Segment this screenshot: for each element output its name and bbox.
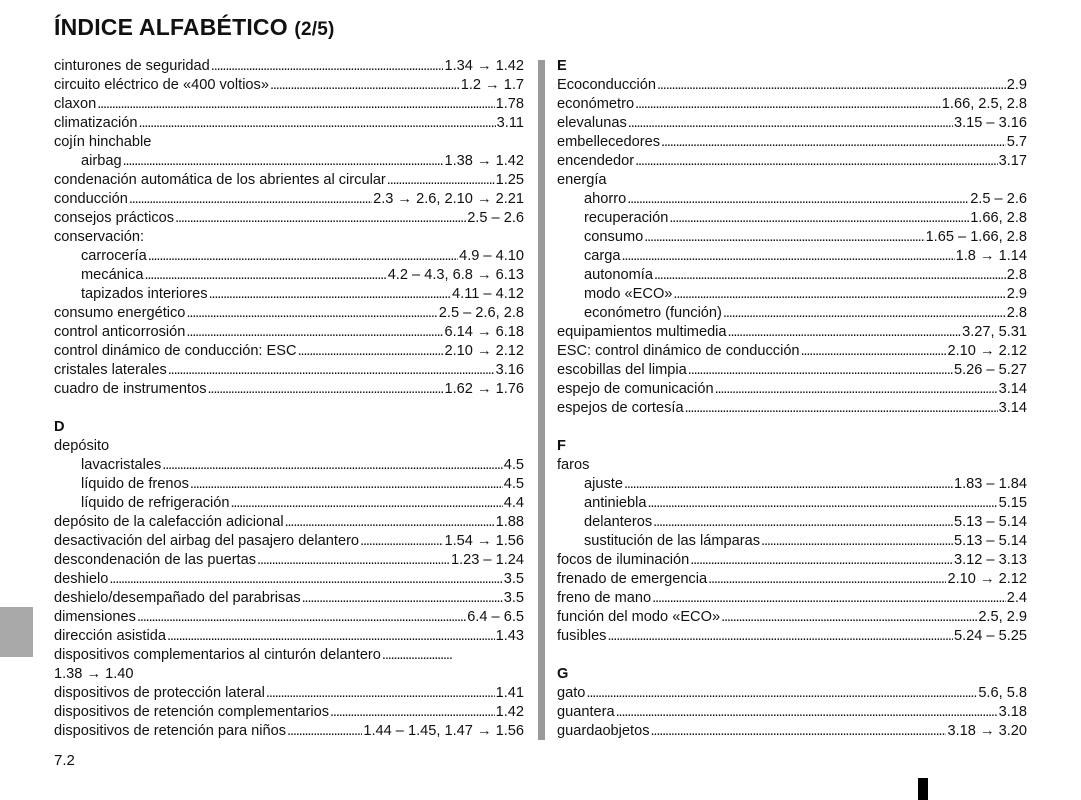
entry-term: antiniebla — [584, 495, 647, 511]
entry-pages: 4.5 — [503, 476, 524, 492]
entry-pages: 2.5 – 2.6, 2.8 — [438, 305, 524, 321]
entry-pages: 1.66, 2.8 — [970, 210, 1027, 226]
dot-leader — [721, 608, 977, 627]
dot-leader — [635, 95, 941, 114]
entry-pages: 2.10 → 2.12 — [444, 343, 524, 359]
entry-pages: 3.12 – 3.13 — [953, 552, 1027, 568]
dot-leader — [298, 342, 444, 361]
dot-leader — [654, 266, 1006, 285]
index-subentry — [557, 494, 1027, 513]
dot-leader — [761, 532, 953, 551]
corner-marker — [918, 778, 928, 800]
dot-leader — [607, 627, 952, 646]
entry-pages: 4.2 – 4.3, 6.8 → 6.13 — [387, 267, 524, 283]
index-subentry — [557, 247, 1027, 266]
index-entry — [54, 361, 524, 380]
entry-term: dispositivos complementarios al cinturón delantero — [54, 647, 381, 663]
entry-pages: 2.5 – 2.6 — [970, 191, 1027, 207]
entry-pages: 2.5 – 2.6 — [467, 210, 524, 226]
dot-leader — [209, 285, 451, 304]
dot-leader — [144, 266, 386, 285]
entry-term: dispositivos de protección lateral — [54, 685, 265, 701]
entry-term: dimensiones — [54, 609, 136, 625]
dot-leader — [139, 114, 496, 133]
entry-term: delanteros — [584, 514, 653, 530]
index-entry — [54, 95, 524, 114]
entry-pages: 2.8 — [1006, 267, 1027, 283]
entry-pages: 2.10 → 2.12 — [947, 343, 1027, 359]
entry-pages: 3.14 — [998, 381, 1027, 397]
entry-term: control anticorrosión — [54, 324, 186, 340]
title-part: (2/5) — [294, 19, 335, 40]
dot-leader — [652, 589, 1006, 608]
dot-leader — [211, 57, 444, 76]
index-entry — [54, 209, 524, 228]
entry-term: conducción — [54, 191, 128, 207]
entry-term: recuperación — [584, 210, 669, 226]
entry-pages: 2.3 → 2.6, 2.10 → 2.21 — [373, 191, 524, 207]
entry-term: cuadro de instrumentos — [54, 381, 207, 397]
entry-term: sustitución de las lámparas — [584, 533, 761, 549]
index-subentry — [54, 152, 524, 171]
entry-term: desactivación del airbag del pasajero delantero — [54, 533, 360, 549]
entry-pages: 4.9 – 4.10 — [459, 248, 524, 264]
index-subentry — [557, 475, 1027, 494]
dot-leader — [685, 399, 998, 418]
entry-term: dispositivos de retención para niños — [54, 723, 287, 739]
index-entry — [557, 589, 1027, 608]
entry-term: descondenación de las puertas — [54, 552, 257, 568]
dot-leader — [302, 589, 503, 608]
dot-leader — [208, 380, 444, 399]
index-entry — [54, 570, 524, 589]
index-heading: depósito — [54, 438, 110, 454]
entry-term: elevalunas — [557, 115, 627, 131]
entry-pages: 4.11 – 4.12 — [452, 286, 524, 302]
index-entry — [557, 114, 1027, 133]
entry-pages: 1.62 → 1.76 — [444, 381, 524, 397]
entry-term: airbag — [81, 153, 122, 169]
entry-term: control dinámico de conducción: ESC — [54, 343, 297, 359]
entry-pages: 2.4 — [1006, 590, 1027, 606]
dot-leader — [801, 342, 947, 361]
entry-pages: 2.5, 2.9 — [978, 609, 1027, 625]
index-subentry — [54, 247, 524, 266]
entry-term: carrocería — [81, 248, 147, 264]
entry-pages: 1.54 → 1.56 — [444, 533, 524, 549]
index-subentry — [557, 304, 1027, 323]
index-entry — [54, 380, 524, 399]
entry-term: freno de mano — [557, 590, 652, 606]
entry-term: consejos prácticos — [54, 210, 175, 226]
section-letter-d: D — [54, 419, 65, 435]
right-column — [557, 57, 1027, 741]
dot-leader — [175, 209, 466, 228]
index-entry — [557, 703, 1027, 722]
entry-pages: 3.5 — [503, 590, 524, 606]
entry-term: líquido de refrigeración — [81, 495, 230, 511]
index-entry — [557, 133, 1027, 152]
index-subentry — [54, 456, 524, 475]
index-entry — [557, 722, 1027, 741]
index-subentry — [557, 513, 1027, 532]
entry-term: dirección asistida — [54, 628, 166, 644]
entry-pages: 1.42 — [495, 704, 524, 720]
index-subentry — [54, 494, 524, 513]
dot-leader — [129, 190, 372, 209]
entry-pages: 2.8 — [1006, 305, 1027, 321]
entry-term: consumo energético — [54, 305, 186, 321]
entry-pages: 3.5 — [503, 571, 524, 587]
index-heading: cojín hinchable — [54, 134, 152, 150]
entry-term: modo «ECO» — [584, 286, 673, 302]
index-entry — [557, 323, 1027, 342]
dot-leader — [330, 703, 495, 722]
dot-leader — [387, 171, 495, 190]
entry-term: encendedor — [557, 153, 635, 169]
index-heading: faros — [557, 457, 590, 473]
index-entry — [54, 608, 524, 627]
entry-term: claxon — [54, 96, 97, 112]
dot-leader — [230, 494, 502, 513]
dot-leader — [148, 247, 458, 266]
dot-leader — [270, 76, 460, 95]
dot-leader — [688, 361, 953, 380]
dot-leader — [266, 684, 495, 703]
entry-term: espejos de cortesía — [557, 400, 684, 416]
entry-pages: 1.78 — [495, 96, 524, 112]
dot-leader — [624, 475, 953, 494]
entry-term: cinturones de seguridad — [54, 58, 210, 74]
entry-pages: 4.5 — [503, 457, 524, 473]
chapter-tab — [0, 607, 33, 657]
entry-pages: 1.88 — [495, 514, 524, 530]
entry-term: ajuste — [584, 476, 623, 492]
index-entry — [54, 304, 524, 323]
page-title — [54, 14, 335, 41]
entry-term: escobillas del limpia — [557, 362, 687, 378]
entry-pages: 1.8 → 1.14 — [955, 248, 1027, 264]
entry-term: depósito de la calefacción adicional — [54, 514, 284, 530]
entry-term: frenado de emergencia — [557, 571, 708, 587]
index-entry — [557, 95, 1027, 114]
entry-pages: 3.16 — [495, 362, 524, 378]
entry-term: función del modo «ECO» — [557, 609, 721, 625]
dot-leader — [97, 95, 494, 114]
dot-leader — [162, 456, 502, 475]
entry-term: mecánica — [81, 267, 144, 283]
entry-term: carga — [584, 248, 621, 264]
index-entry — [557, 342, 1027, 361]
index-entry — [54, 532, 524, 551]
index-entry — [557, 380, 1027, 399]
entry-term: líquido de frenos — [81, 476, 189, 492]
dot-leader — [651, 722, 947, 741]
entry-term: económetro — [557, 96, 635, 112]
entry-pages: 1.34 → 1.42 — [444, 58, 524, 74]
dot-leader — [669, 209, 969, 228]
dot-leader — [186, 304, 437, 323]
entry-pages: 5.13 – 5.14 — [953, 533, 1027, 549]
entry-term: guantera — [557, 704, 615, 720]
index-entry — [54, 703, 524, 722]
entry-term: fusibles — [557, 628, 607, 644]
entry-term: climatización — [54, 115, 138, 131]
index-entry — [557, 399, 1027, 418]
entry-term: dispositivos de retención complementarios — [54, 704, 329, 720]
index-entry — [54, 646, 524, 665]
index-entry — [54, 342, 524, 361]
section-letter-f: F — [557, 438, 566, 454]
entry-pages: 2.10 → 2.12 — [947, 571, 1027, 587]
index-entry — [54, 190, 524, 209]
index-entry — [557, 76, 1027, 95]
dot-leader — [673, 285, 1005, 304]
index-entry — [557, 551, 1027, 570]
index-entry — [54, 57, 524, 76]
entry-term: económetro (función) — [584, 305, 722, 321]
entry-term: ESC: control dinámico de conducción — [557, 343, 800, 359]
index-entry — [557, 684, 1027, 703]
entry-term: embellecedores — [557, 134, 661, 150]
entry-pages: 4.4 — [503, 495, 524, 511]
index-subentry — [54, 285, 524, 304]
title-text: ÍNDICE ALFABÉTICO — [54, 14, 288, 40]
index-entry — [54, 684, 524, 703]
dot-leader — [690, 551, 953, 570]
dot-leader — [586, 684, 977, 703]
entry-pages: 3.14 — [998, 400, 1027, 416]
index-subentry — [557, 190, 1027, 209]
dot-leader — [657, 76, 1006, 95]
left-column — [54, 57, 524, 741]
index-subentry — [557, 228, 1027, 247]
index-entry — [54, 76, 524, 95]
entry-term: Ecoconducción — [557, 77, 656, 93]
dot-leader — [186, 323, 443, 342]
section-letter-g: G — [557, 666, 569, 682]
entry-pages: 1.2 → 1.7 — [460, 77, 524, 93]
entry-pages: 5.15 — [998, 495, 1027, 511]
entry-pages: 2.9 — [1006, 286, 1027, 302]
index-entry — [557, 608, 1027, 627]
dot-leader — [728, 323, 962, 342]
entry-pages: 1.65 – 1.66, 2.8 — [925, 229, 1027, 245]
entry-term: autonomía — [584, 267, 653, 283]
entry-term: cristales laterales — [54, 362, 167, 378]
index-subentry — [557, 285, 1027, 304]
index-entry — [54, 323, 524, 342]
entry-pages: 6.4 – 6.5 — [467, 609, 524, 625]
entry-term: gato — [557, 685, 586, 701]
dot-leader — [123, 152, 444, 171]
entry-term: condenación automática de los abrientes al circular — [54, 172, 386, 188]
index-subentry — [557, 532, 1027, 551]
entry-pages: 5.13 – 5.14 — [953, 514, 1027, 530]
entry-pages: 1.25 — [495, 172, 524, 188]
entry-pages: 1.23 – 1.24 — [450, 552, 524, 568]
entry-pages: 5.26 – 5.27 — [953, 362, 1027, 378]
entry-pages: 1.38 → 1.42 — [444, 153, 524, 169]
dot-leader — [647, 494, 997, 513]
index-heading: energía — [557, 172, 607, 188]
index-entry — [557, 627, 1027, 646]
dot-leader — [137, 608, 466, 627]
index-entry — [557, 570, 1027, 589]
index-entry — [54, 722, 524, 741]
entry-term: espejo de comunicación — [557, 381, 714, 397]
entry-term: equipamientos multimedia — [557, 324, 727, 340]
entry-pages: 2.9 — [1006, 77, 1027, 93]
index-entry — [557, 361, 1027, 380]
dot-leader — [661, 133, 1006, 152]
index-entry — [54, 513, 524, 532]
entry-term: circuito eléctrico de «400 voltios» — [54, 77, 269, 93]
index-subentry — [557, 209, 1027, 228]
entry-term: guardaobjetos — [557, 723, 650, 739]
dot-leader — [109, 570, 502, 589]
entry-term: deshielo — [54, 571, 109, 587]
entry-pages: 3.18 → 3.20 — [947, 723, 1027, 739]
entry-pages: 5.6, 5.8 — [978, 685, 1027, 701]
dot-leader — [628, 114, 953, 133]
entry-pages: 3.11 — [496, 115, 524, 131]
entry-term: focos de iluminación — [557, 552, 690, 568]
index-entry — [54, 627, 524, 646]
dot-leader — [257, 551, 450, 570]
entry-pages: 3.27, 5.31 — [962, 324, 1027, 340]
entry-term: consumo — [584, 229, 644, 245]
entry-pages: 3.17 — [998, 153, 1027, 169]
entry-pages: 3.18 — [998, 704, 1027, 720]
index-entry — [54, 114, 524, 133]
dot-leader — [382, 646, 452, 665]
index-entry — [54, 171, 524, 190]
index-heading: conservación: — [54, 229, 145, 245]
dot-leader — [627, 190, 969, 209]
dot-leader — [708, 570, 946, 589]
entry-pages: 5.7 — [1006, 134, 1027, 150]
dot-leader — [622, 247, 955, 266]
dot-leader — [360, 532, 443, 551]
dot-leader — [190, 475, 503, 494]
entry-pages: 6.14 → 6.18 — [444, 324, 524, 340]
entry-term: deshielo/desempañado del parabrisas — [54, 590, 301, 606]
entry-pages: 1.38 → 1.40 — [54, 666, 134, 682]
entry-pages: 3.15 – 3.16 — [953, 115, 1027, 131]
entry-pages: 1.44 – 1.45, 1.47 → 1.56 — [363, 723, 524, 739]
dot-leader — [167, 627, 495, 646]
dot-leader — [168, 361, 495, 380]
dot-leader — [287, 722, 362, 741]
page-number: 7.2 — [54, 752, 75, 769]
entry-pages: 1.66, 2.5, 2.8 — [941, 96, 1027, 112]
index-entry — [54, 589, 524, 608]
index-subentry — [557, 266, 1027, 285]
section-letter-e: E — [557, 58, 567, 74]
entry-pages: 1.41 — [495, 685, 524, 701]
entry-term: tapizados interiores — [81, 286, 208, 302]
dot-leader — [644, 228, 924, 247]
column-divider — [538, 60, 545, 740]
index-entry — [54, 551, 524, 570]
dot-leader — [715, 380, 998, 399]
index-entry — [557, 152, 1027, 171]
index-subentry — [54, 475, 524, 494]
dot-leader — [653, 513, 953, 532]
dot-leader — [616, 703, 998, 722]
dot-leader — [723, 304, 1006, 323]
entry-pages: 5.24 – 5.25 — [953, 628, 1027, 644]
entry-term: ahorro — [584, 191, 627, 207]
entry-pages: 1.83 – 1.84 — [953, 476, 1027, 492]
entry-term: lavacristales — [81, 457, 162, 473]
index-subentry — [54, 266, 524, 285]
entry-pages: 1.43 — [495, 628, 524, 644]
dot-leader — [285, 513, 495, 532]
dot-leader — [635, 152, 998, 171]
